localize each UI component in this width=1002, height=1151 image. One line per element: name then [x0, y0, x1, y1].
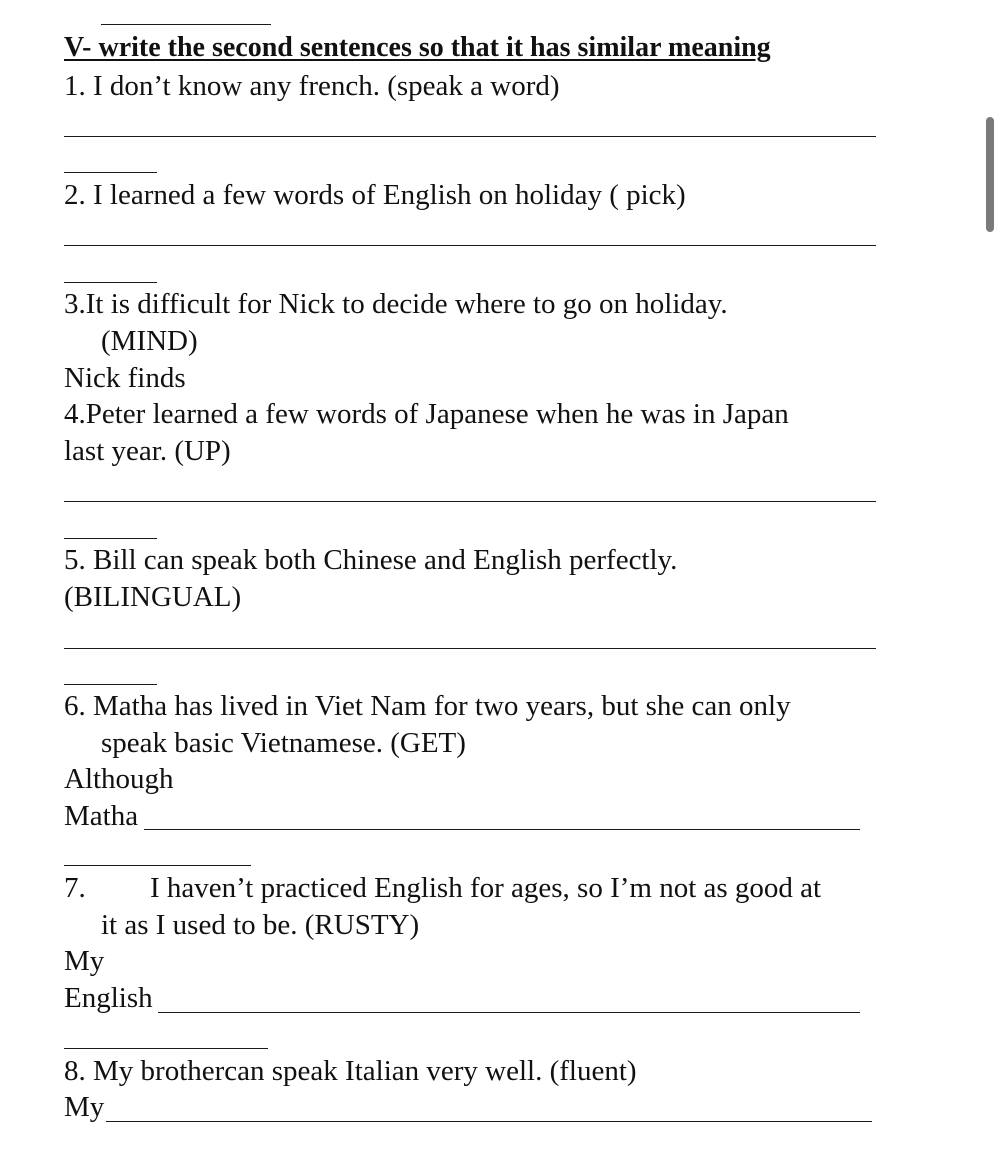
question-5-line-2: (BILINGUAL) [64, 581, 242, 613]
question-3-line-2: (MIND) [101, 325, 198, 357]
answer-line-7-cont[interactable] [64, 1048, 268, 1049]
answer-line-2[interactable] [64, 245, 876, 246]
question-6-answer-prefix-1: Although [64, 763, 174, 795]
question-7-text: I haven’t practiced English for ages, so I’m not as good at [150, 872, 822, 904]
answer-line-5[interactable] [64, 648, 876, 649]
question-5-line-1: 5. Bill can speak both Chinese and English perfectly. [64, 544, 678, 576]
answer-line-6[interactable] [144, 829, 860, 830]
answer-line-4[interactable] [64, 501, 876, 502]
answer-line-7[interactable] [158, 1012, 860, 1013]
question-4-line-2: last year. (UP) [64, 435, 231, 467]
question-7-answer-prefix-1: My [64, 945, 105, 977]
answer-line-1[interactable] [64, 136, 876, 137]
question-7-number: 7. [64, 872, 86, 904]
answer-line-6-cont[interactable] [64, 865, 251, 866]
answer-line-2-cont[interactable] [64, 282, 157, 283]
vertical-scrollbar[interactable] [986, 117, 994, 232]
answer-line-4-cont[interactable] [64, 538, 157, 539]
question-3-line-1: 3.It is difficult for Nick to decide where to go on holiday. [64, 288, 728, 320]
top-rule [101, 24, 271, 25]
section-title: V- write the second sentences so that it has similar meaning [64, 32, 771, 63]
question-6-answer-prefix-2: Matha [64, 800, 139, 832]
answer-line-1-cont[interactable] [64, 172, 157, 173]
question-8-answer-prefix: My [64, 1091, 105, 1123]
question-7-line-2: it as I used to be. (RUSTY) [101, 909, 420, 941]
question-2: 2. I learned a few words of English on holiday ( pick) [64, 179, 686, 211]
question-6-line-1: 6. Matha has lived in Viet Nam for two years, but she can only [64, 690, 791, 722]
answer-line-5-cont[interactable] [64, 684, 157, 685]
question-6-line-2: speak basic Vietnamese. (GET) [101, 727, 466, 759]
question-8: 8. My brothercan speak Italian very well. (fluent) [64, 1055, 637, 1087]
question-4-line-1: 4.Peter learned a few words of Japanese when he was in Japan [64, 398, 789, 430]
question-7-answer-prefix-2: English [64, 982, 153, 1014]
question-3-answer-prefix: Nick finds [64, 362, 186, 394]
question-7-line-1 [64, 874, 821, 903]
question-1: 1. I don’t know any french. (speak a word) [64, 70, 560, 102]
answer-line-8[interactable] [106, 1121, 872, 1122]
